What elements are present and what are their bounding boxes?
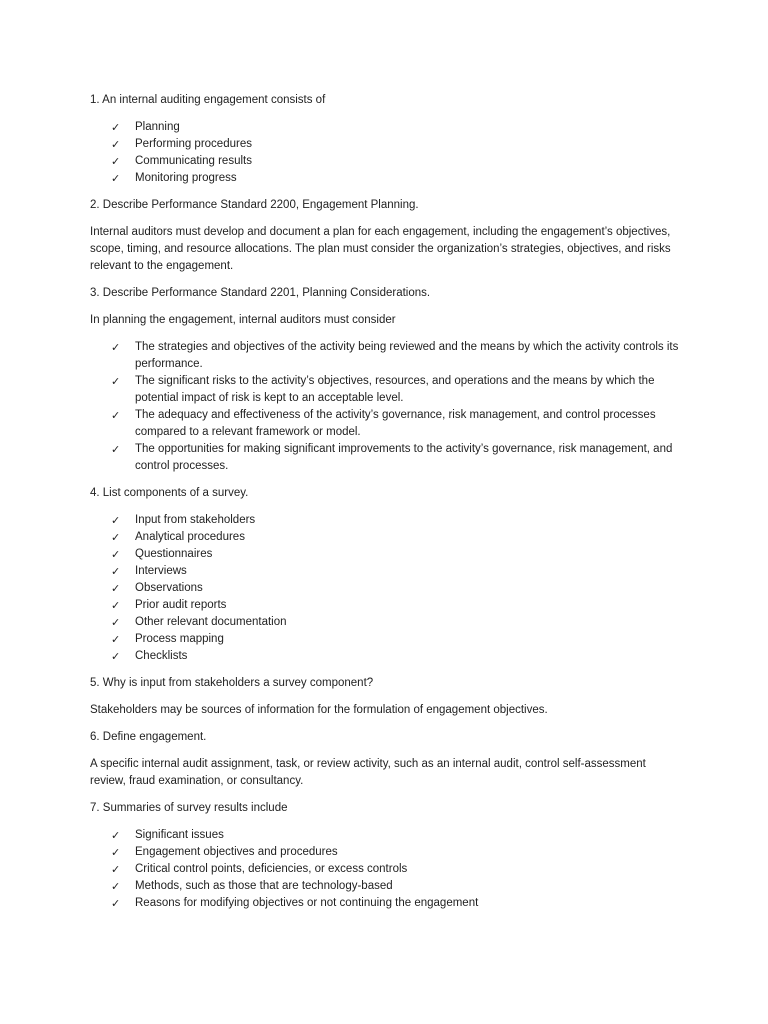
checklist-item — [90, 878, 680, 895]
checklist-item-text: The adequacy and effectiveness of the activity’s governance, risk management, and control processes compared to a relevant framework or model. — [135, 409, 656, 438]
checklist-item-text: Methods, such as those that are technology-based — [135, 880, 393, 892]
checklist-item — [90, 563, 680, 580]
checklist-item-text: Reasons for modifying objectives or not continuing the engagement — [135, 897, 479, 909]
checklist-item-text: Engagement objectives and procedures — [135, 846, 338, 858]
checkmark-icon: ✓ — [111, 599, 121, 612]
checklist-item-text: Planning — [135, 121, 180, 133]
question-text: 5. Why is input from stakeholders a survey component? — [90, 677, 374, 689]
checklist-item — [90, 170, 680, 187]
question-text: 4. List components of a survey. — [90, 487, 249, 499]
checkmark-icon: ✓ — [111, 863, 121, 876]
checklist-item — [90, 631, 680, 648]
checklist-item-text: Other relevant documentation — [135, 616, 287, 628]
qa-section — [90, 485, 680, 665]
checklist-item — [90, 407, 680, 441]
checkmark-icon: ✓ — [111, 582, 121, 595]
checkmark-icon: ✓ — [111, 565, 121, 578]
checklist-item-text: Analytical procedures — [135, 531, 245, 543]
checklist-item — [90, 614, 680, 631]
checklist — [90, 827, 680, 912]
checkmark-icon: ✓ — [111, 531, 121, 544]
checkmark-icon: ✓ — [111, 880, 121, 893]
checklist-item-text: Process mapping — [135, 633, 224, 645]
checklist-item-text: Critical control points, deficiencies, or excess controls — [135, 863, 408, 875]
checkmark-icon: ✓ — [111, 172, 121, 185]
checklist-item — [90, 648, 680, 665]
checklist-item-text: Performing procedures — [135, 138, 252, 150]
checklist — [90, 512, 680, 665]
checklist-item-text: Observations — [135, 582, 203, 594]
checkmark-icon: ✓ — [111, 443, 121, 456]
answer-paragraph: In planning the engagement, internal auditors must consider — [90, 314, 396, 326]
checklist-item — [90, 153, 680, 170]
qa-section — [90, 285, 680, 475]
question-text: 1. An internal auditing engagement consists of — [90, 94, 326, 106]
document-body — [90, 92, 680, 912]
checklist-item-text: Input from stakeholders — [135, 514, 256, 526]
checklist-item — [90, 597, 680, 614]
checklist-item-text: Communicating results — [135, 155, 252, 167]
checkmark-icon: ✓ — [111, 341, 121, 354]
checklist-item — [90, 441, 680, 475]
qa-section — [90, 92, 680, 187]
qa-section — [90, 197, 680, 275]
answer-paragraph: A specific internal audit assignment, task, or review activity, such as an internal audit, control self-assessment review, fraud examination, or consultancy. — [90, 758, 646, 787]
checklist-item — [90, 827, 680, 844]
checkmark-icon: ✓ — [111, 829, 121, 842]
checklist-item-text: Monitoring progress — [135, 172, 237, 184]
checklist — [90, 339, 680, 475]
checkmark-icon: ✓ — [111, 846, 121, 859]
checklist-item — [90, 136, 680, 153]
checklist-item — [90, 512, 680, 529]
checklist-item — [90, 861, 680, 878]
qa-section — [90, 675, 680, 719]
checklist-item — [90, 373, 680, 407]
checklist-item — [90, 339, 680, 373]
checklist-item — [90, 529, 680, 546]
checkmark-icon: ✓ — [111, 633, 121, 646]
checkmark-icon: ✓ — [111, 548, 121, 561]
checklist-item-text: The strategies and objectives of the activity being reviewed and the means by which the activity controls its performance. — [135, 341, 679, 370]
checklist-item-text: The opportunities for making significant improvements to the activity’s governance, risk management, and control processes. — [135, 443, 673, 472]
checklist-item-text: Checklists — [135, 650, 188, 662]
checkmark-icon: ✓ — [111, 155, 121, 168]
qa-section — [90, 800, 680, 912]
checkmark-icon: ✓ — [111, 650, 121, 663]
checkmark-icon: ✓ — [111, 121, 121, 134]
checklist-item-text: Significant issues — [135, 829, 224, 841]
checklist-item — [90, 580, 680, 597]
checklist-item-text: Interviews — [135, 565, 187, 577]
qa-section — [90, 729, 680, 790]
checkmark-icon: ✓ — [111, 616, 121, 629]
checkmark-icon: ✓ — [111, 375, 121, 388]
checklist-item — [90, 119, 680, 136]
checklist-item-text: The significant risks to the activity’s objectives, resources, and operations and the means by which the potential impact of risk is kept to an acceptable level. — [135, 375, 655, 404]
checklist — [90, 119, 680, 187]
answer-paragraph: Stakeholders may be sources of information for the formulation of engagement objectives. — [90, 704, 548, 716]
checklist-item — [90, 895, 680, 912]
question-text: 3. Describe Performance Standard 2201, Planning Considerations. — [90, 287, 431, 299]
checkmark-icon: ✓ — [111, 138, 121, 151]
checklist-item-text: Prior audit reports — [135, 599, 227, 611]
checklist-item-text: Questionnaires — [135, 548, 213, 560]
answer-paragraph: Internal auditors must develop and document a plan for each engagement, including the engagement’s objectives, scope, timing, and resource allocations. The plan must consider the organization’s strategies, objectives, and risks relevant to the engagement. — [90, 226, 671, 272]
checkmark-icon: ✓ — [111, 409, 121, 422]
checkmark-icon: ✓ — [111, 897, 121, 910]
checklist-item — [90, 546, 680, 563]
checkmark-icon: ✓ — [111, 514, 121, 527]
checklist-item — [90, 844, 680, 861]
question-text: 6. Define engagement. — [90, 731, 207, 743]
question-text: 2. Describe Performance Standard 2200, Engagement Planning. — [90, 199, 419, 211]
question-text: 7. Summaries of survey results include — [90, 802, 288, 814]
